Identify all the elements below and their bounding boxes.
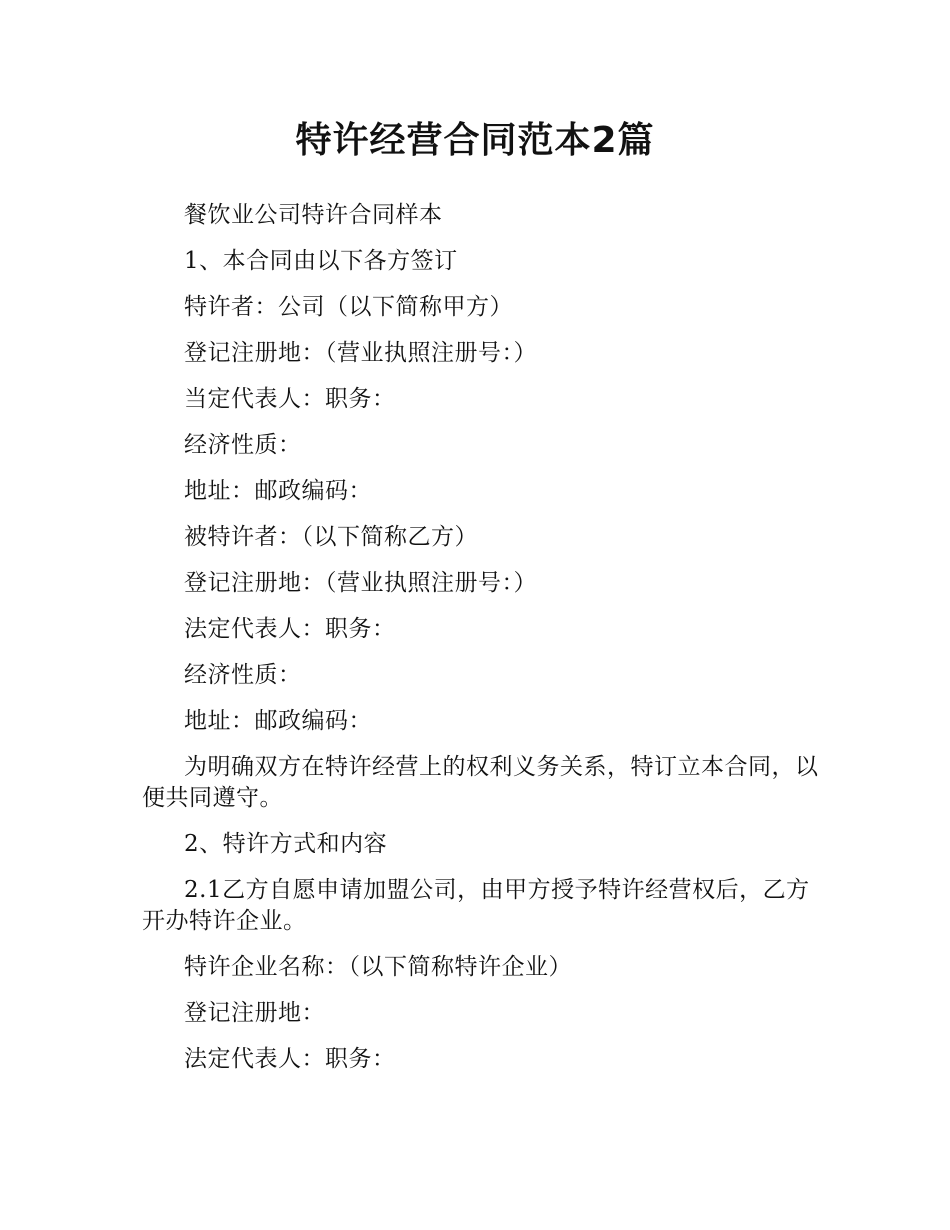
paragraph: 经济性质： xyxy=(184,662,302,688)
paragraph: 登记注册地： xyxy=(184,1000,325,1026)
paragraph: 地址：邮政编码： xyxy=(184,478,372,504)
document-title: 特许经营合同范本2篇 xyxy=(295,120,655,161)
paragraph: 地址：邮政编码： xyxy=(184,708,372,734)
paragraph: 法定代表人：职务： xyxy=(184,1046,396,1072)
paragraph: 为明确双方在特许经营上的权利义务关系，特订立本合同，以便共同遵守。 xyxy=(142,754,819,811)
paragraph: 登记注册地：（营业执照注册号：） xyxy=(184,570,537,596)
paragraph: 登记注册地：（营业执照注册号：） xyxy=(184,340,537,366)
document-body xyxy=(142,200,822,1090)
paragraph: 1、本合同由以下各方签订 xyxy=(184,248,458,274)
paragraph: 餐饮业公司特许合同样本 xyxy=(184,202,443,228)
paragraph: 当定代表人：职务： xyxy=(184,386,396,412)
paragraph: 2.1乙方自愿申请加盟公司，由甲方授予特许经营权后，乙方开办特许企业。 xyxy=(142,877,810,934)
paragraph: 法定代表人：职务： xyxy=(184,616,396,642)
paragraph: 被特许者：（以下简称乙方） xyxy=(184,524,478,550)
paragraph: 特许企业名称：（以下简称特许企业） xyxy=(184,954,572,980)
paragraph: 特许者：公司（以下简称甲方） xyxy=(184,294,513,320)
paragraph: 经济性质： xyxy=(184,432,302,458)
paragraph: 2、特许方式和内容 xyxy=(184,831,388,857)
